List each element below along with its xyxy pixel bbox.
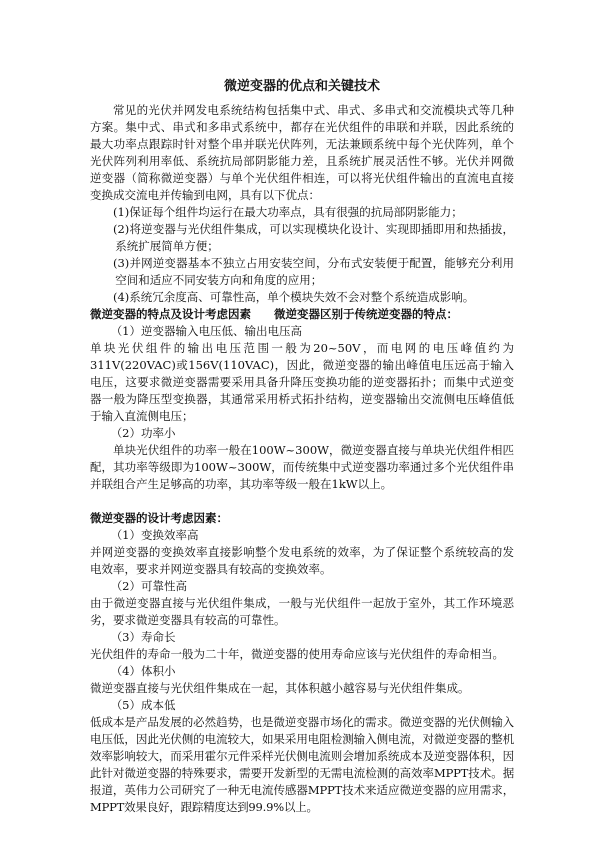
factor-2-title: （2）可靠性高 [110, 579, 188, 593]
factor-5-text: 低成本是产品发展的必然趋势，也是微逆变器市场化的需求。微逆变器的光伏侧输入电压低，因此光伏侧的电流较大，如果采用电阻检测输入侧电流，对微逆变器的整机效率影响较大，而采用霍尔元件采样光伏侧电流则会增加系统成本及逆变器体积，因此针对微逆变器的特殊要求，需要开发新型的无需电流检测的高效率MPPT技术。据报道，英伟力公司研究了一种无电流传感器MPPT技术来适应微逆变器的应用需求，MPPT效果良好，跟踪精度达到99.9%以上。 [90, 715, 514, 814]
factor-1-text: 并网逆变器的变换效率直接影响整个发电系统的效率，为了保证整个系统较高的发电效率，要求并网逆变器具有较高的变换效率。 [90, 545, 514, 576]
feature-2-text: 单块光伏组件的功率一般在100W~300W，微逆变器直接与单块光伏组件相匹配，其功率等级即为100W~300W，而传统集中式逆变器功率通过多个光伏组件串并联组合产生足够高的功率，其功率等级一般在1kW以上。 [90, 443, 514, 491]
factor-2-text: 由于微逆变器直接与光伏组件集成，一般与光伏组件一起放于室外，其工作环境恶劣，要求微逆变器具有较高的可靠性。 [90, 596, 514, 627]
feature-2-title: （2）功率小 [110, 426, 176, 440]
factor-1-title: （1）变换效率高 [110, 528, 199, 542]
factor-3-text: 光伏组件的寿命一般为二十年，微逆变器的使用寿命应该与光伏组件的寿命相当。 [90, 647, 504, 661]
advantage-item-2: (2)将逆变器与光伏组件集成，可以实现模块化设计、实现即插即用和热插拔，系统扩展简单方便； [113, 222, 514, 253]
factor-4-title: （4）体积小 [110, 664, 176, 678]
advantage-item-3: (3)并网逆变器基本不独立占用安装空间，分布式安装便于配置，能够充分利用空间和适应不同安装方向和角度的应用； [113, 256, 514, 287]
feature-1-text: 单块光伏组件的输出电压范围一般为20~50V，而电网的电压峰值约为311V(220VAC)或156V(110VAC)，因此，微逆变器的输出峰值电压远高于输入电压，这要求微逆变器需要采用具备升降压变换功能的逆变器拓扑；而集中式逆变器一般为降压型变换器，其通常采用桥式拓扑结构，逆变器输出交流侧电压峰值低于输入直流侧电压； [90, 341, 514, 423]
factor-5-title: （5）成本低 [110, 698, 176, 712]
advantage-item-1: (1)保证每个组件均运行在最大功率点，具有很强的抗局部阴影能力； [113, 205, 463, 219]
intro-paragraph: 常见的光伏并网发电系统结构包括集中式、串式、多串式和交流模块式等几种方案。集中式、串式和多串式系统中，都存在光伏组件的串联和并联，因此系统的最大功率点跟踪时针对整个串并联光伏阵列，无法兼顾系统中每个光伏阵列，单个光伏阵列利用率低、系统抗局部阴影能力差，且系统扩展灵活性不够。光伏并网微逆变器（简称微逆变器）与单个光伏组件相连，可以将光伏组件输出的直流电直接变换成交流电并传输到电网，具有以下优点： [90, 103, 514, 202]
feature-1-title: （1）逆变器输入电压低、输出电压高 [110, 324, 303, 338]
section-spacer [90, 493, 514, 510]
page-title: 微逆变器的优点和关键技术 [223, 79, 380, 94]
factor-4-text: 微逆变器直接与光伏组件集成在一起，其体积越小越容易与光伏组件集成。 [90, 681, 470, 695]
section1-heading: 微逆变器的特点及设计考虑因素 微逆变器区别于传统逆变器的特点： [90, 307, 458, 321]
section2-heading: 微逆变器的设计考虑因素： [90, 511, 228, 525]
advantage-item-4: (4)系统冗余度高、可靠性高，单个模块失效不会对整个系统造成影响。 [113, 290, 475, 304]
factor-3-title: （3）寿命长 [110, 630, 176, 644]
